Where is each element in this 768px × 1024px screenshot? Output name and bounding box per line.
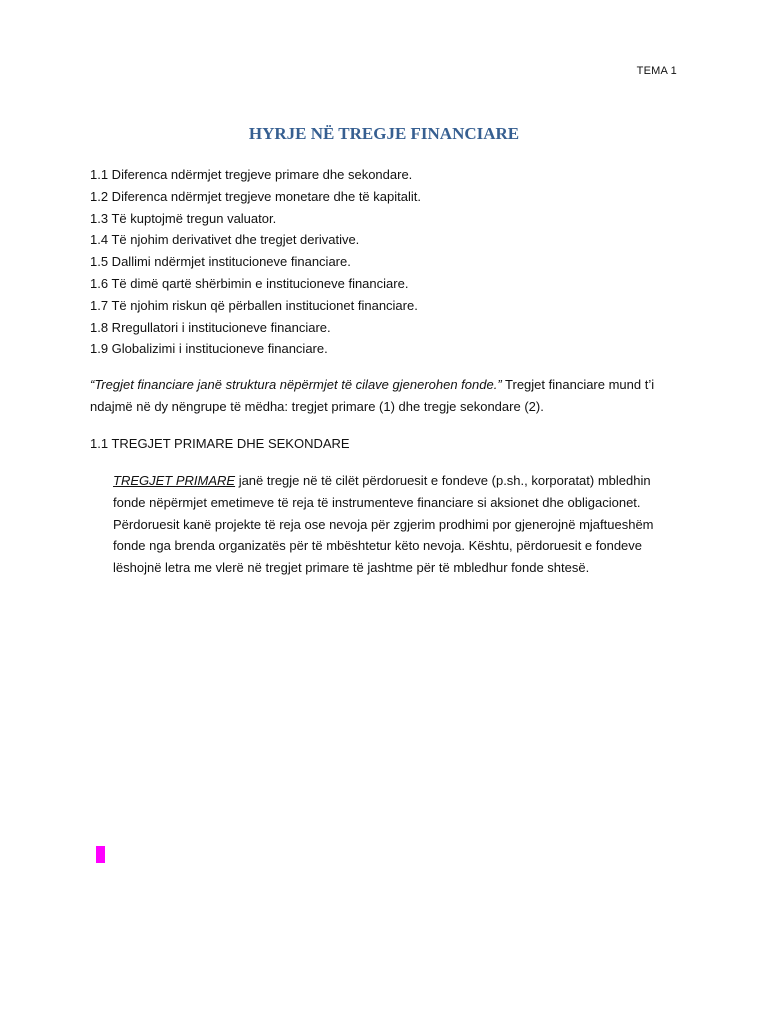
toc-item: 1.9 Globalizimi i institucioneve financiare. bbox=[90, 341, 328, 357]
toc-item: 1.1 Diferenca ndërmjet tregjeve primare dhe sekondare. bbox=[90, 167, 413, 182]
toc-item: 1.6 Të dimë qartë shërbimin e institucioneve financiare. bbox=[90, 275, 409, 291]
toc-item: 1.2 Diferenca ndërmjet tregjeve monetare dhe të kapitalit. bbox=[90, 188, 421, 204]
intro-quote: “Tregjet financiare janë struktura nëpërmjet të cilave gjenerohen fonde.” bbox=[90, 377, 502, 392]
document-title: HYRJE NË TREGJE FINANCIARE bbox=[248, 124, 520, 143]
toc-item: 1.5 Dallimi ndërmjet institucioneve financiare. bbox=[90, 254, 351, 270]
primary-markets-term: TREGJET PRIMARE bbox=[113, 473, 236, 488]
intro-text: Tregjet financiare mund t’i ndajmë në dy nëngrupe të mëdha: tregjet primare (1) dhe tregje sekondare (2). bbox=[90, 377, 655, 414]
toc-item: 1.7 Të njohim riskun që përballen institucionet financiare. bbox=[90, 297, 418, 313]
section-body-text: janë tregje në të cilët përdoruesit e fondeve (p.sh., korporatat) mbledhin fonde nëpërmjet emetimeve të reja të instrumenteve financiare si aksionet dhe obligacionet. Përdoruesit kanë projekte të reja ose nevoja për zgjerim prodhimi por gjenerojnë mjaftueshëm fonde nga brenda organizatës për të mbështetur këto nevoja. Kështu, përdoruesit e fondeve lëshojnë letra me vlerë në tregjet primare të jashtme për të mbledhur fonde shtesë. bbox=[113, 473, 654, 576]
section-body-paragraph bbox=[113, 470, 683, 579]
magenta-cursor-marker bbox=[96, 846, 105, 863]
toc-item: 1.4 Të njohim derivativet dhe tregjet derivative. bbox=[90, 232, 360, 248]
page-header-label: TEMA 1 bbox=[636, 65, 677, 77]
table-of-contents bbox=[90, 164, 421, 360]
intro-paragraph bbox=[90, 374, 680, 418]
toc-item: 1.3 Të kuptojmë tregun valuator. bbox=[90, 210, 277, 226]
toc-item: 1.8 Rregullatori i institucioneve financiare. bbox=[90, 319, 331, 335]
section-heading: 1.1 TREGJET PRIMARE DHE SEKONDARE bbox=[90, 436, 350, 451]
